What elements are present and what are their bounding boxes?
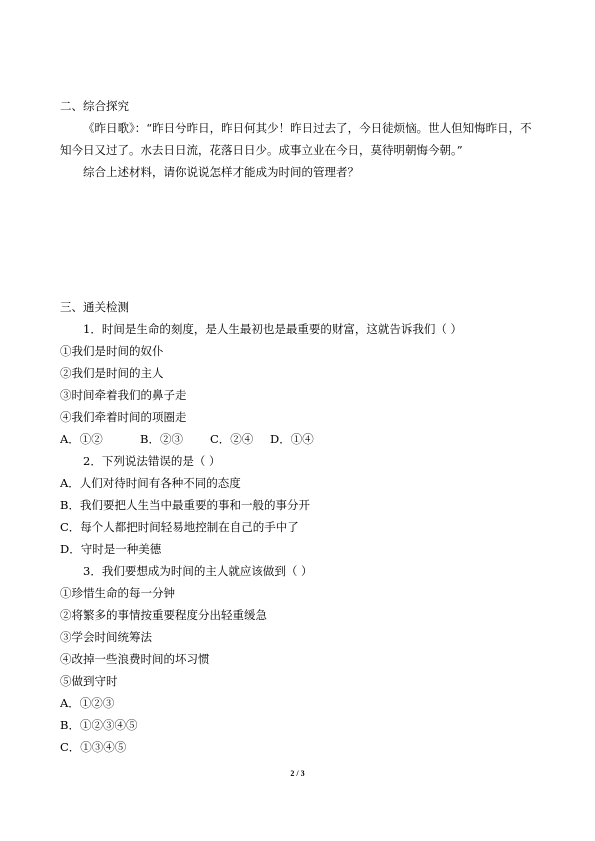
poem-paragraph: 《昨日歌》：“昨日兮昨日，昨日何其少！昨日过去了，今日徒烦恼。世人但知悔昨日，不知今日又过了。水去日日流，花落日日少。成事立业在今日，莫待明朝悔今朝。” bbox=[60, 121, 532, 157]
question-2-choice: D．守时是一种美德 bbox=[60, 542, 162, 556]
question-3-choice: B．①②③④⑤ bbox=[60, 718, 138, 732]
question-1-item: ③时间牵着我们的鼻子走 bbox=[60, 388, 187, 402]
question-1-item: ①我们是时间的奴仆 bbox=[60, 344, 164, 358]
section-heading: 二、综合探究 bbox=[60, 99, 129, 113]
question-3-item: ③学会时间统筹法 bbox=[60, 630, 152, 644]
question-2-stem: 2．下列说法错误的是（ ） bbox=[83, 454, 221, 468]
question-3-item: ④改掉一些浪费时间的坏习惯 bbox=[60, 652, 210, 666]
question-1-item: ②我们是时间的主人 bbox=[60, 366, 164, 380]
question-3-stem: 3．我们要想成为时间的主人就应该做到（ ） bbox=[83, 564, 313, 578]
question-1-choices bbox=[60, 428, 538, 450]
question-3-item: ②将繁多的事情按重要程度分出轻重缓急 bbox=[60, 608, 267, 622]
choice-b: B．②③ bbox=[140, 432, 183, 446]
question-2-choice: C．每个人都把时间轻易地控制在自己的手中了 bbox=[60, 520, 299, 534]
question-3-choice: C．①③④⑤ bbox=[60, 740, 127, 754]
question-1-stem: 1．时间是生命的刻度，是人生最初也是最重要的财富，这就告诉我们（ ） bbox=[83, 322, 462, 336]
question-2-choice: A．人们对待时间有各种不同的态度 bbox=[60, 476, 241, 490]
page-number: 2 / 3 bbox=[290, 769, 305, 778]
inquiry-question: 综合上述材料，请你说说怎样才能成为时间的管理者？ bbox=[83, 165, 359, 179]
question-2-choice: B．我们要把人生当中最重要的事和一般的事分开 bbox=[60, 498, 310, 512]
question-1-item: ④我们牵着时间的项圈走 bbox=[60, 410, 187, 424]
section-checkpoint-test bbox=[60, 296, 538, 758]
choice-d: D．①④ bbox=[270, 432, 314, 446]
question-3-item: ⑤做到守时 bbox=[60, 674, 118, 688]
choice-c: C．②④ bbox=[210, 432, 254, 446]
question-3-item: ①珍惜生命的每一分钟 bbox=[60, 586, 175, 600]
section-comprehensive-inquiry bbox=[60, 95, 538, 183]
question-3-choice: A．①②③ bbox=[60, 696, 115, 710]
section-heading: 三、通关检测 bbox=[60, 300, 129, 314]
choice-a: A．①② bbox=[60, 432, 103, 446]
